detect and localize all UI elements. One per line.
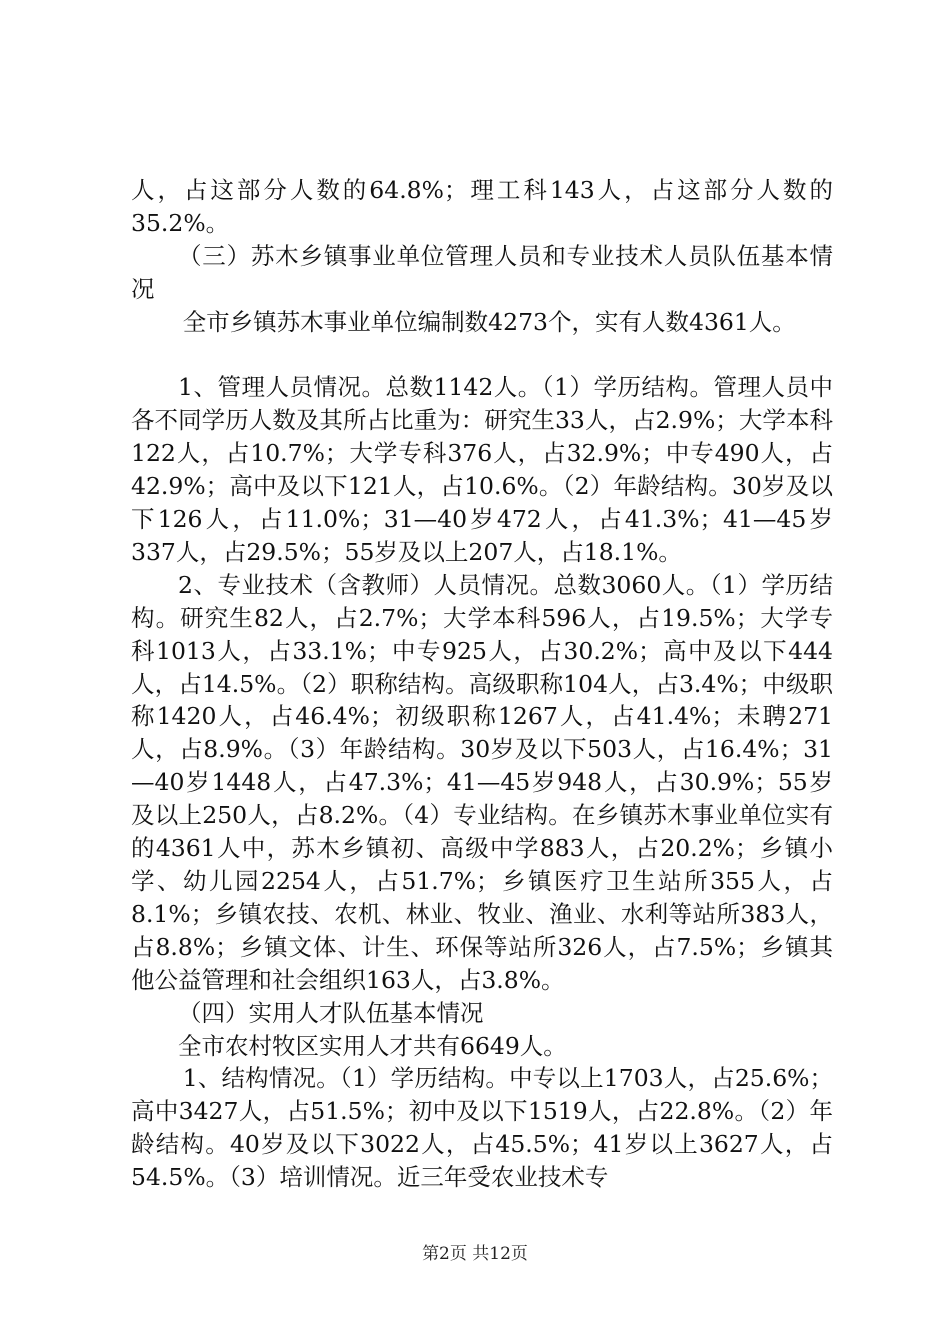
section-heading-3: （三）苏木乡镇事业单位管理人员和专业技术人员队伍基本情况 (131, 241, 833, 303)
paragraph-technical-staff: 2、专业技术（含教师）人员情况。总数3060人。（1）学历结构。研究生82人，占2.7%；大学本科596人，占19.5%；大学专科1013人，占33.1%；中专925人，占30.2%；高中及以下444人，占14.5%。（2）职称结构。高级职称104人，占3.4%；中级职称1420人，占46.4%；初级职称1267人，占41.4%；未聘271人，占8.9%。（3）年龄结构。30岁及以下503人，占16.4%；31—40岁1448人，占47.3%；41—45岁948人，占30.9%；55岁及以上250人，占8.2%。（4）专业结构。在乡镇苏木事业单位实有的4361人中，苏木乡镇初、高级中学883人，占20.2%；乡镇小学、幼儿园2254人，占51.7%；乡镇医疗卫生站所355人，占8.1%；乡镇农技、农机、林业、牧业、渔业、水利等站所383人，占8.8%；乡镇文体、计生、环保等站所326人，占7.5%；乡镇其他公益管理和社会组织163人，占3.8%。 (131, 570, 833, 994)
paragraph-structure: 1、结构情况。（1）学历结构。中专以上1703人，占25.6%；高中3427人，占51.5%；初中及以下1519人，占22.8%。（2）年龄结构。40岁及以下3022人，占45.5%；41岁以上3627人，占54.5%。（3）培训情况。近三年受农业技术专 (131, 1064, 833, 1192)
page-number-footer: 第2页 共12页 (422, 1244, 528, 1264)
section-heading-4: （四）实用人才队伍基本情况 (178, 998, 484, 1027)
document-body (131, 174, 833, 1194)
paragraph-staff-total: 全市乡镇苏木事业单位编制数4273个，实有人数4361人。 (182, 307, 796, 336)
paragraph-continuation: 人，占这部分人数的64.8%；理工科143人，占这部分人数的35.2%。 (131, 176, 833, 237)
paragraph-practical-talent-total: 全市农村牧区实用人才共有6649人。 (178, 1031, 567, 1060)
paragraph-management-staff: 1、管理人员情况。总数1142人。（1）学历结构。管理人员中各不同学历人数及其所占比重为：研究生33人，占2.9%；大学本科122人，占10.7%；大学专科376人，占32.9%；中专490人，占42.9%；高中及以下121人，占10.6%。（2）年龄结构。30岁及以下126人，占11.0%；31—40岁472人，占41.3%；41—45岁337人，占29.5%；55岁及以上207人，占18.1%。 (131, 373, 833, 566)
